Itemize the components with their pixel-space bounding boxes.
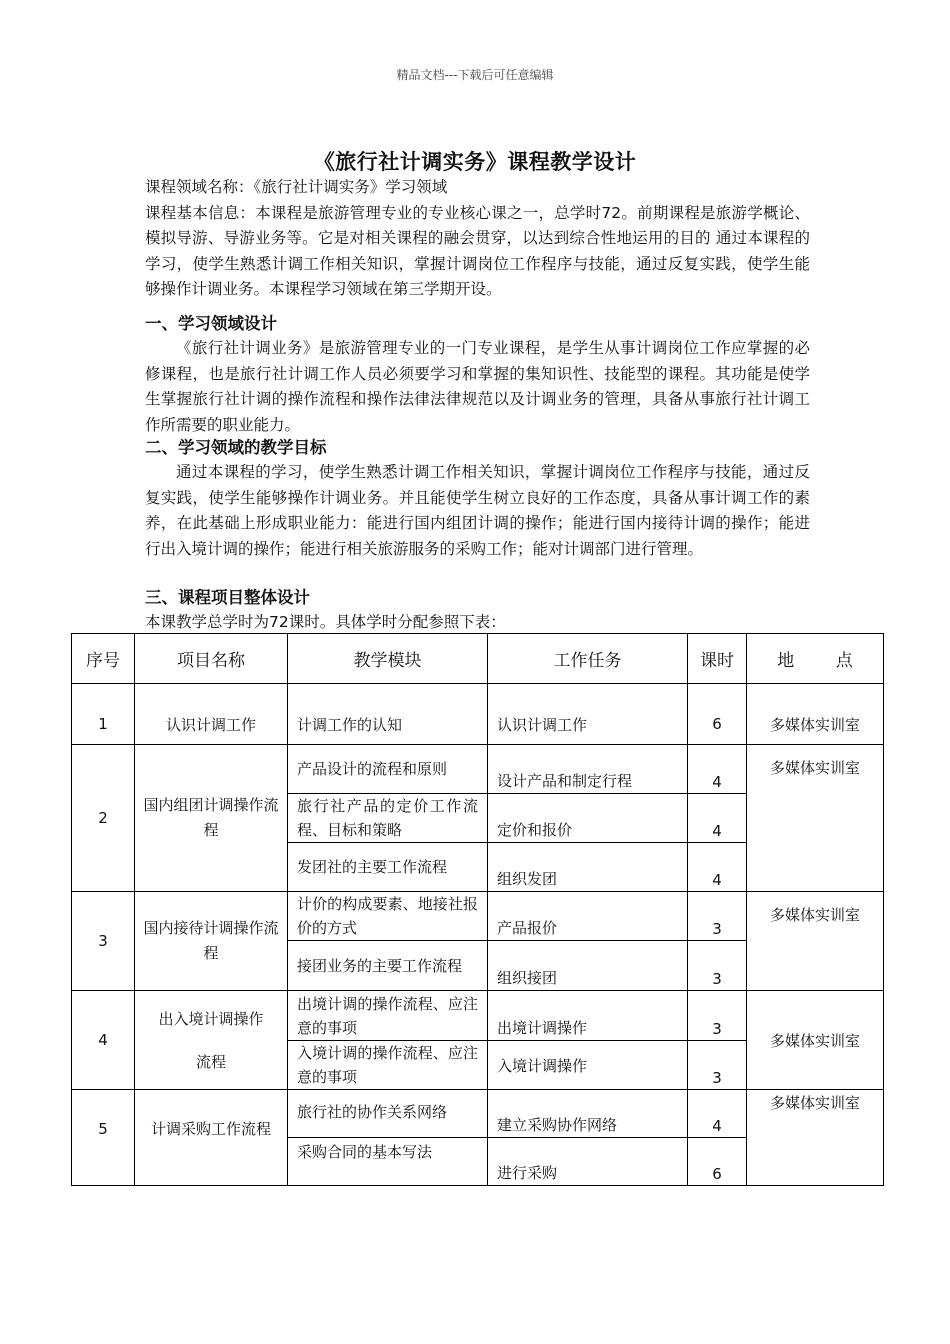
table-row xyxy=(72,892,884,941)
page-title: 《旅行社计调实务》课程教学设计 xyxy=(313,150,637,174)
section-text: 通过本课程的学习，使学生熟悉计调工作相关知识，掌握计调岗位工作程序与技能，通过反复实践，使学生能够操作计调业务。并且能使学生树立良好的工作态度，具备从事计调工作的素养，在此基础上形成职业能力：能进行国内组团计调的操作；能进行国内接待计调的操作；能进行出入境计调的操作；能进行相关旅游服务的采购工作；能对计调部门进行管理。 xyxy=(145,463,810,558)
course-schedule-table xyxy=(71,633,884,1186)
row-task: 产品报价 xyxy=(488,892,688,941)
watermark: 精品文档---下载后可任意编辑 xyxy=(396,68,554,82)
row-module: 产品设计的流程和原则 xyxy=(288,745,488,794)
section-text: 本课教学总学时为72课时。具体学时分配参照下表： xyxy=(145,613,506,631)
section-text: 《旅行社计调业务》是旅游管理专业的一门专业课程，是学生从事计调岗位工作应掌握的必修课程，也是旅行社计调工作人员必须要学习和掌握的集知识性、技能型的课程。其功能是使学生掌握旅行社计调的操作流程和操作法律法律规范以及计调业务的管理，具备从事旅行社计调工作所需要的职业能力。 xyxy=(145,339,810,434)
row-no: 4 xyxy=(72,991,135,1090)
row-hours: 4 xyxy=(688,745,747,794)
header-project: 项目名称 xyxy=(135,634,288,684)
basic-info: 课程基本信息：本课程是旅游管理专业的专业核心课之一，总学时72。前期课程是旅游学概论、模拟导游、导游业务等。它是对相关课程的融会贯穿，以达到综合性地运用的目的 通过本课程的学习，使学生熟悉计调工作相关知识，掌握计调岗位工作程序与技能，通过反复实践，使学生能够操作计调业务。本课程学习领域在第三学期开设。 xyxy=(145,203,810,298)
row-hours: 3 xyxy=(688,892,747,941)
row-location: 多媒体实训室 xyxy=(747,892,884,991)
row-location: 多媒体实训室 xyxy=(747,684,884,745)
row-module: 接团业务的主要工作流程 xyxy=(288,941,488,991)
row-location: 多媒体实训室 xyxy=(747,991,884,1090)
row-hours: 3 xyxy=(688,1041,747,1090)
row-hours: 3 xyxy=(688,941,747,991)
row-hours: 4 xyxy=(688,794,747,843)
row-no: 5 xyxy=(72,1090,135,1186)
row-project xyxy=(135,991,288,1090)
row-project: 认识计调工作 xyxy=(135,684,288,745)
row-module: 出境计调的操作流程、应注意的事项 xyxy=(288,991,488,1041)
row-task: 出境计调操作 xyxy=(488,991,688,1041)
row-location: 多媒体实训室 xyxy=(747,1090,884,1186)
table-row xyxy=(72,1090,884,1138)
section-heading: 一、学习领域设计 xyxy=(145,314,277,333)
section-3 xyxy=(145,585,810,636)
section-heading: 三、课程项目整体设计 xyxy=(145,588,310,607)
row-no: 2 xyxy=(72,745,135,892)
section-2 xyxy=(145,435,810,562)
row-module: 采购合同的基本写法 xyxy=(288,1138,488,1186)
row-location: 多媒体实训室 xyxy=(747,745,884,892)
row-hours: 4 xyxy=(688,1090,747,1138)
header-module: 教学模块 xyxy=(288,634,488,684)
row-module: 计调工作的认知 xyxy=(288,684,488,745)
table-header-row xyxy=(72,634,884,684)
row-task: 认识计调工作 xyxy=(488,684,688,745)
row-task: 组织接团 xyxy=(488,941,688,991)
row-no: 3 xyxy=(72,892,135,991)
intro-block xyxy=(145,175,810,303)
row-task: 入境计调操作 xyxy=(488,1041,688,1090)
row-module: 旅行社产品的定价工作流程、目标和策略 xyxy=(288,794,488,843)
row-task: 定价和报价 xyxy=(488,794,688,843)
section-1 xyxy=(145,311,810,438)
row-module: 入境计调的操作流程、应注意的事项 xyxy=(288,1041,488,1090)
row-task: 进行采购 xyxy=(488,1138,688,1186)
table-row xyxy=(72,991,884,1041)
row-project: 国内接待计调操作流程 xyxy=(135,892,288,991)
table-row xyxy=(72,745,884,794)
row-no: 1 xyxy=(72,684,135,745)
row-hours: 4 xyxy=(688,843,747,892)
header-location: 地 点 xyxy=(747,634,884,684)
row-project: 国内组团计调操作流程 xyxy=(135,745,288,892)
row-task: 建立采购协作网络 xyxy=(488,1090,688,1138)
table-row xyxy=(72,684,884,745)
domain-name: 课程领域名称：《旅行社计调实务》学习领域 xyxy=(145,178,448,196)
row-module: 计价的构成要素、地接社报价的方式 xyxy=(288,892,488,941)
row-hours: 6 xyxy=(688,1138,747,1186)
row-hours: 3 xyxy=(688,991,747,1041)
header-no: 序号 xyxy=(72,634,135,684)
row-project: 计调采购工作流程 xyxy=(135,1090,288,1186)
row-module: 旅行社的协作关系网络 xyxy=(288,1090,488,1138)
row-hours: 6 xyxy=(688,684,747,745)
row-project-line2: 流程 xyxy=(195,1053,226,1071)
section-heading: 二、学习领域的教学目标 xyxy=(145,438,327,457)
row-task: 设计产品和制定行程 xyxy=(488,745,688,794)
header-task: 工作任务 xyxy=(488,634,688,684)
row-project-line1: 出入境计调操作 xyxy=(158,1010,264,1028)
header-hours: 课时 xyxy=(688,634,747,684)
row-module: 发团社的主要工作流程 xyxy=(288,843,488,892)
row-task: 组织发团 xyxy=(488,843,688,892)
